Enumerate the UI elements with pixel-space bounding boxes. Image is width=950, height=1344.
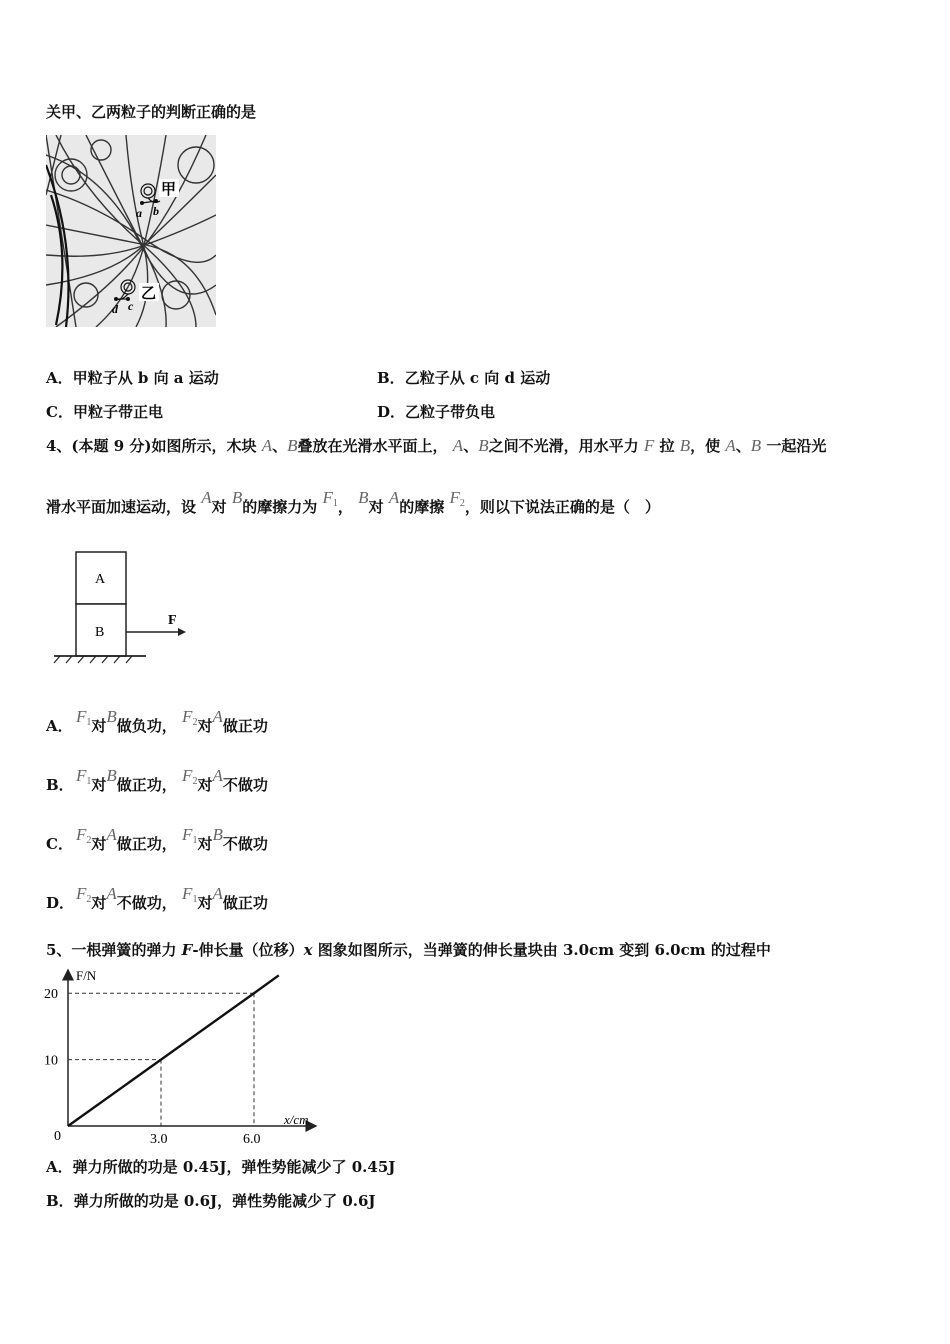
subscript: 2 bbox=[459, 498, 465, 509]
force-symbol bbox=[182, 825, 197, 844]
f-letter: F bbox=[449, 488, 460, 507]
text: 、 bbox=[463, 437, 479, 455]
text: 的摩擦力为 bbox=[242, 498, 318, 516]
subscript: 1 bbox=[332, 498, 338, 509]
symbol-f: F bbox=[181, 941, 193, 959]
y-tick-label: 10 bbox=[44, 1053, 58, 1069]
option-label: C． bbox=[46, 403, 73, 421]
y-tick-label: 20 bbox=[44, 987, 58, 1003]
subscript: 1 bbox=[86, 717, 92, 728]
force-label: F bbox=[168, 613, 177, 628]
text: 做正功 bbox=[222, 717, 268, 735]
text: 滑水平面加速运动，设 bbox=[46, 498, 197, 516]
subscript: 2 bbox=[192, 717, 198, 728]
subscript: 2 bbox=[86, 894, 92, 905]
x-tick-label: 6.0 bbox=[243, 1132, 261, 1147]
label-yi: 乙 bbox=[141, 284, 157, 302]
option-text: 乙粒子带负电 bbox=[405, 403, 496, 421]
q5-stem bbox=[46, 940, 771, 960]
symbol-b: B bbox=[358, 488, 369, 507]
f-letter: F bbox=[182, 707, 193, 726]
text: -伸长量（位移） bbox=[192, 941, 304, 959]
option-text: 弹力所做的功是 0.6J，弹性势能减少了 0.6J bbox=[73, 1192, 376, 1210]
text: 对 bbox=[91, 835, 107, 853]
force-symbol bbox=[76, 825, 91, 844]
block-b-label: B bbox=[95, 625, 105, 640]
x-tick-label: 3.0 bbox=[150, 1132, 168, 1147]
f-letter: F bbox=[182, 766, 193, 785]
text: 对 bbox=[197, 835, 213, 853]
text: 对 bbox=[197, 776, 213, 794]
option-label: A． bbox=[46, 1158, 73, 1176]
symbol-a: A bbox=[201, 488, 212, 507]
force-symbol bbox=[182, 707, 197, 726]
text: 一起沿光 bbox=[766, 437, 827, 455]
option-label: A． bbox=[46, 369, 73, 387]
q5-option-a bbox=[46, 1157, 395, 1177]
q3-option-d bbox=[377, 402, 495, 422]
object-symbol: A bbox=[106, 825, 117, 844]
q4-stem-line1 bbox=[46, 436, 826, 456]
option-label: B． bbox=[377, 369, 405, 387]
f-letter: F bbox=[76, 707, 87, 726]
origin-label: 0 bbox=[54, 1129, 61, 1144]
text: 对 bbox=[197, 717, 213, 735]
q3-option-c bbox=[46, 402, 163, 422]
text: 不做功 bbox=[222, 776, 268, 794]
symbol-x: x bbox=[303, 941, 313, 959]
label-b: b bbox=[153, 204, 159, 218]
q5-option-b bbox=[46, 1191, 376, 1211]
q3-option-a bbox=[46, 368, 219, 388]
symbol-f: F bbox=[643, 436, 655, 455]
q3-option-b bbox=[377, 368, 550, 388]
q4-option-a bbox=[46, 707, 268, 742]
text: 对 bbox=[368, 498, 384, 516]
subscript: 1 bbox=[86, 776, 92, 787]
f-letter: F bbox=[76, 884, 87, 903]
bubble-chamber-photo bbox=[46, 135, 216, 327]
q4-option-d bbox=[46, 884, 268, 919]
label-d: d bbox=[112, 302, 118, 316]
subscript: 2 bbox=[86, 835, 92, 846]
symbol-b: B bbox=[478, 436, 489, 455]
f-letter: F bbox=[182, 884, 193, 903]
f-letter: F bbox=[322, 488, 333, 507]
text: 、 bbox=[272, 437, 288, 455]
subscript: 1 bbox=[192, 894, 198, 905]
object-symbol: B bbox=[106, 766, 117, 785]
subscript: 2 bbox=[192, 776, 198, 787]
object-symbol: A bbox=[106, 884, 117, 903]
object-symbol: A bbox=[212, 766, 223, 785]
option-label: B． bbox=[46, 1192, 74, 1210]
subscript: 1 bbox=[192, 835, 198, 846]
force-symbol bbox=[182, 884, 197, 903]
text: ，则以下说法正确的是（ ） bbox=[464, 498, 660, 516]
force-symbol bbox=[182, 766, 197, 785]
force-line bbox=[68, 975, 279, 1126]
text: 拉 bbox=[659, 437, 675, 455]
symbol-f1 bbox=[323, 488, 338, 507]
text: 对 bbox=[91, 717, 107, 735]
text: ， bbox=[337, 498, 353, 516]
option-label: A． bbox=[46, 717, 73, 735]
bubble-chamber-tracks bbox=[46, 135, 216, 327]
block-a-label: A bbox=[95, 572, 106, 587]
x-axis-label: x/cm bbox=[284, 1112, 309, 1127]
force-extension-chart bbox=[40, 966, 330, 1150]
text: 做正功， bbox=[116, 776, 177, 794]
y-axis-label: F/N bbox=[76, 968, 97, 983]
stacked-blocks-figure bbox=[50, 548, 200, 668]
symbol-a: A bbox=[261, 436, 273, 455]
object-symbol: A bbox=[212, 884, 223, 903]
option-label: B． bbox=[46, 776, 74, 794]
symbol-b: B bbox=[750, 436, 762, 455]
option-text: 甲粒子带正电 bbox=[72, 403, 163, 421]
text: 做正功 bbox=[222, 894, 268, 912]
symbol-a: A bbox=[388, 488, 400, 507]
symbol-a: A bbox=[725, 436, 736, 455]
text: 5、一根弹簧的弹力 bbox=[46, 941, 182, 959]
text: 的摩擦 bbox=[399, 498, 445, 516]
symbol-b: B bbox=[231, 488, 243, 507]
object-symbol: A bbox=[212, 707, 223, 726]
label-c: c bbox=[128, 299, 134, 313]
label-jia: 甲 bbox=[161, 180, 177, 198]
text: 对 bbox=[91, 776, 107, 794]
text: 图象如图所示，当弹簧的伸长量块由 3.0cm 变到 6.0cm 的过程中 bbox=[312, 941, 771, 959]
text: 做正功， bbox=[116, 835, 177, 853]
f-letter: F bbox=[76, 766, 87, 785]
q4-option-b bbox=[46, 766, 268, 801]
symbol-a: A bbox=[452, 436, 464, 455]
option-text: 弹力所做的功是 0.45J，弹性势能减少了 0.45J bbox=[72, 1158, 396, 1176]
arrow-head-icon bbox=[178, 628, 186, 636]
text: 不做功 bbox=[222, 835, 268, 853]
text: 对 bbox=[211, 498, 227, 516]
force-symbol bbox=[76, 766, 91, 785]
symbol-f2 bbox=[449, 488, 464, 507]
option-label: C． bbox=[46, 835, 73, 853]
force-symbol bbox=[76, 707, 91, 726]
symbol-b: B bbox=[287, 436, 298, 455]
text: ，使 bbox=[690, 437, 721, 455]
option-text: 乙粒子从 c 向 d 运动 bbox=[404, 369, 551, 387]
text: 之间不光滑，用水平力 bbox=[488, 437, 639, 455]
q3-stem: 关甲、乙两粒子的判断正确的是 bbox=[46, 103, 257, 121]
q4-option-c bbox=[46, 825, 268, 860]
text: 不做功， bbox=[116, 894, 177, 912]
option-label: D． bbox=[377, 403, 406, 421]
text: 叠放在光滑水平面上， bbox=[297, 437, 448, 455]
f-letter: F bbox=[182, 825, 193, 844]
option-text: 甲粒子从 b 向 a 运动 bbox=[72, 369, 219, 387]
q4-number: 4、(本题 9 分)如图所示，木块 bbox=[46, 437, 257, 455]
text: 做负功， bbox=[116, 717, 177, 735]
text: 、 bbox=[735, 437, 751, 455]
text: 对 bbox=[91, 894, 107, 912]
object-symbol: B bbox=[212, 825, 223, 844]
object-symbol: B bbox=[106, 707, 117, 726]
f-letter: F bbox=[76, 825, 87, 844]
option-label: D． bbox=[46, 894, 75, 912]
label-a: a bbox=[136, 206, 142, 220]
text: 对 bbox=[197, 894, 213, 912]
q4-stem-line2 bbox=[46, 488, 660, 523]
symbol-b: B bbox=[679, 436, 691, 455]
force-symbol bbox=[76, 884, 91, 903]
ground-hatching bbox=[54, 656, 132, 663]
